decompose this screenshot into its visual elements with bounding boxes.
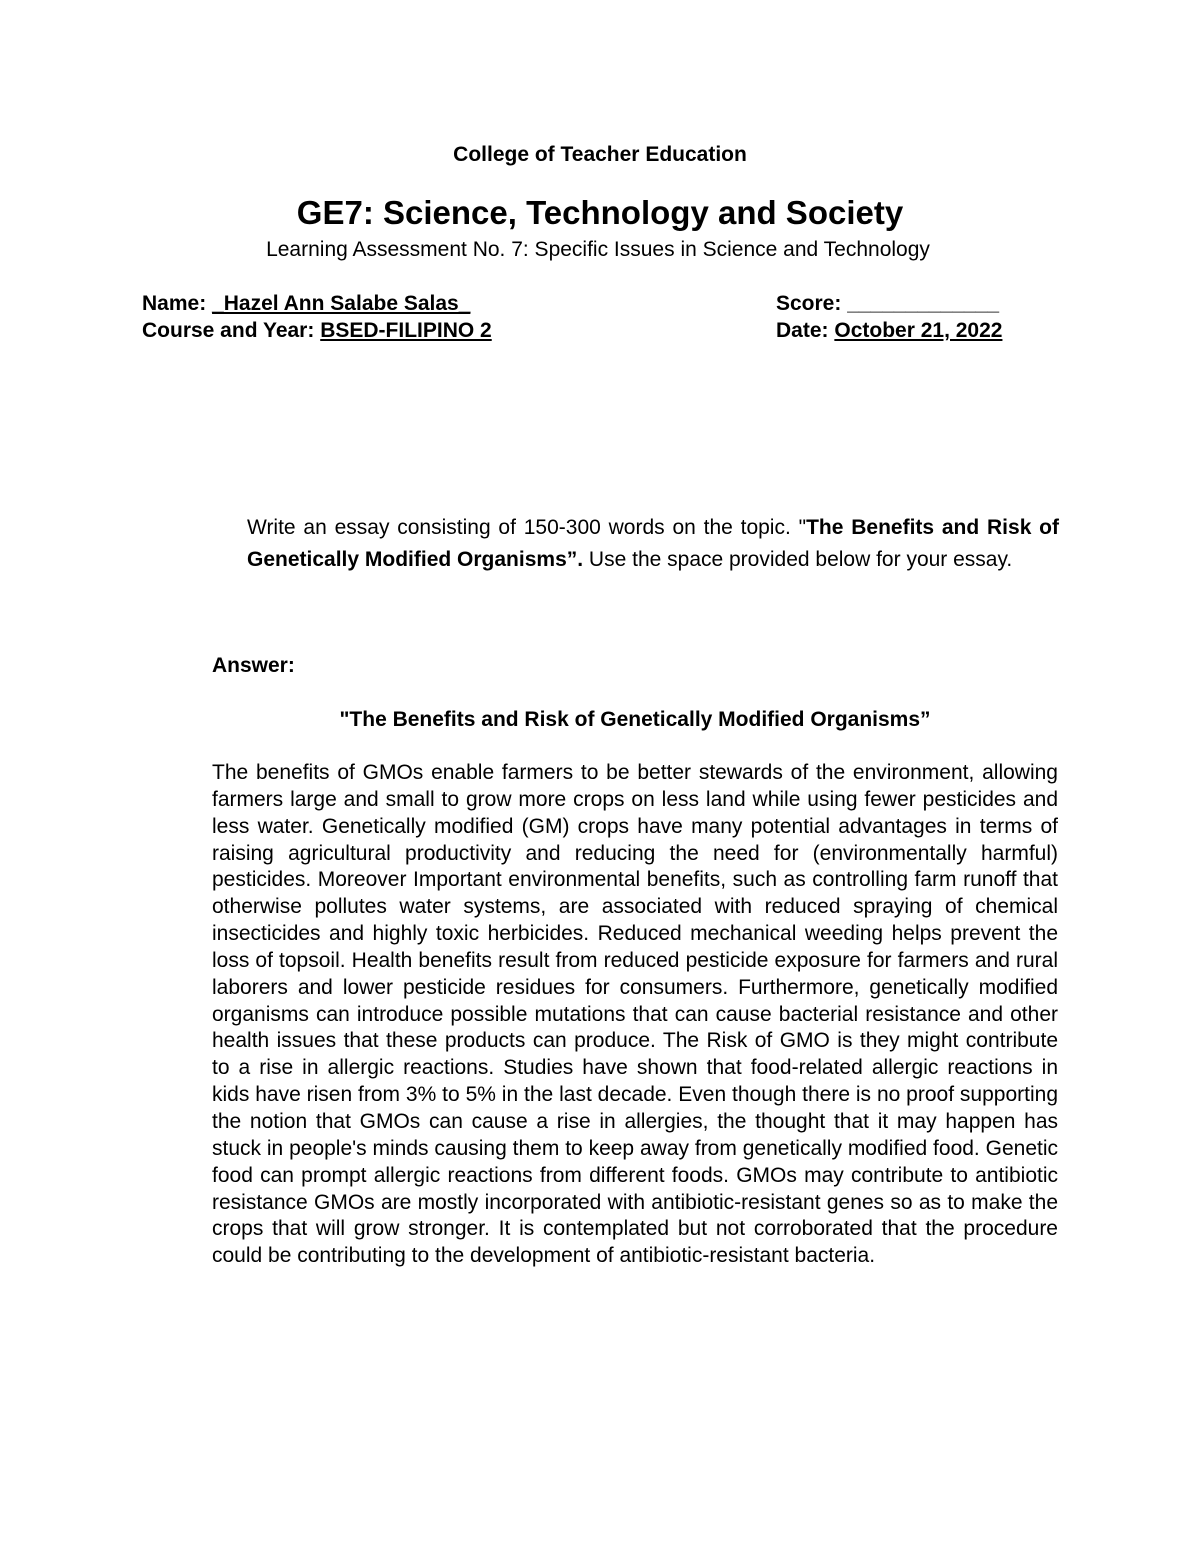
course-year-value: BSED-FILIPINO 2 [320, 319, 492, 342]
instructions-text-after: Use the space provided below for your essay. [583, 547, 1013, 571]
course-year-field [142, 319, 492, 343]
instructions-text-before: Write an essay consisting of 150-300 words on the topic. " [247, 516, 807, 539]
college-heading: College of Teacher Education [453, 143, 747, 166]
answer-label: Answer: [212, 654, 295, 677]
assessment-subtitle: Learning Assessment No. 7: Specific Issues in Science and Technology [266, 238, 930, 261]
name-label: Name: [142, 292, 207, 315]
date-label: Date: [776, 319, 829, 342]
course-title: GE7: Science, Technology and Society [296, 194, 904, 231]
course-year-label: Course and Year: [142, 319, 315, 342]
score-label: Score: [776, 292, 842, 315]
score-field [776, 292, 999, 316]
essay-title: "The Benefits and Risk of Genetically Modified Organisms” [339, 708, 931, 731]
instructions-topic: The Benefits and Risk of Genetically Modified Organisms”. [247, 516, 1059, 571]
essay-body: The benefits of GMOs enable farmers to be better stewards of the environment, allowing farmers large and small to grow more crops on less land while using fewer pesticides and less water. Genetically modified (GM) crops have many potential advantages in terms of raising agricultural productivity and reducing the need for (environmentally harmful) pesticides. Moreover Important environmental benefits, such as controlling farm runoff that otherwise pollutes water systems, are associated with reduced spraying of chemical insecticides and highly toxic herbicides. Reduced mechanical weeding helps prevent the loss of topsoil. Health benefits result from reduced pesticide exposure for farmers and rural laborers and lower pesticide residues for consumers. Furthermore, genetically modified organisms can introduce possible mutations that can cause bacterial resistance and other health issues that these products can produce. The Risk of GMO is they might contribute to a rise in allergic reactions. Studies have shown that food-related allergic reactions in kids have risen from 3% to 5% in the last decade. Even though there is no proof supporting the notion that GMOs can cause a rise in allergies, the thought that it may happen has stuck in people's minds causing them to keep away from genetically modified food. Genetic food can prompt allergic reactions from different foods. GMOs may contribute to antibiotic resistance GMOs are mostly incorporated with antibiotic-resistant genes so as to make the crops that will grow stronger. It is contemplated but not corroborated that the procedure could be contributing to the development of antibiotic-resistant bacteria. [212, 761, 1058, 1268]
instructions-paragraph [247, 512, 1059, 575]
name-field [142, 292, 470, 316]
name-value: _Hazel Ann Salabe Salas_ [212, 292, 471, 315]
score-value: _____________ [847, 292, 1000, 315]
date-value: October 21, 2022 [834, 319, 1003, 342]
date-field [776, 319, 1002, 343]
